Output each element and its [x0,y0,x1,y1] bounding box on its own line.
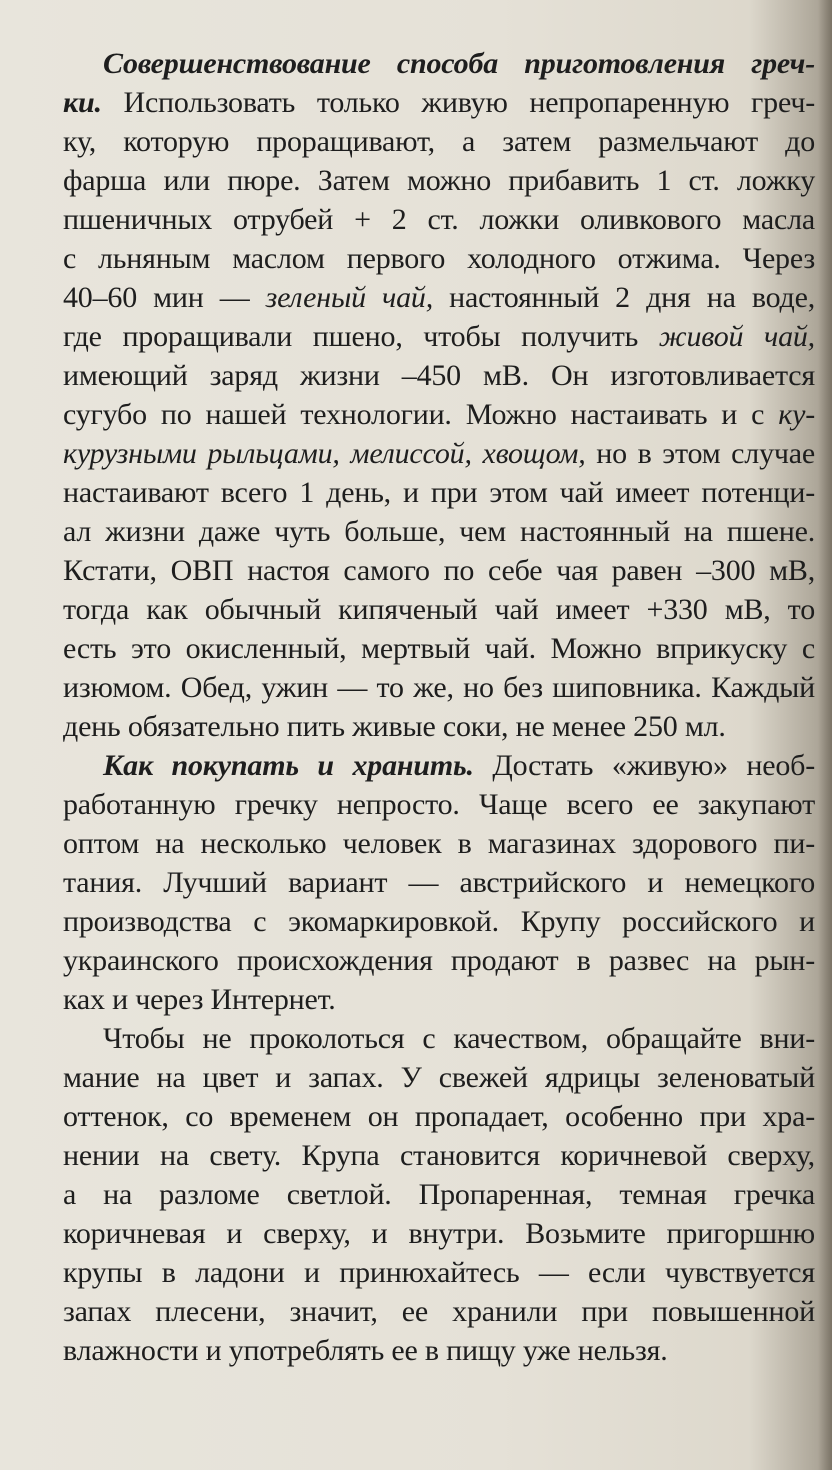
italic-run: ку- [778,398,815,431]
text-line [63,161,815,200]
text-run: есть это окисленный, мертвый чай. Можно вприкуску с [63,632,815,665]
text-run: имеющий заряд жизни –450 мВ. Он изготовливается [63,359,815,392]
text-line [63,1175,815,1214]
paragraph-1 [63,44,815,746]
text-line [63,1097,815,1136]
text-run: а на разломе светлой. Пропаренная, темная гречка [63,1178,815,1211]
text-line [63,746,815,785]
bold-heading-run: Совершенствование способа приготовления греч- [103,47,815,80]
text-line [63,980,815,1019]
text-run: нении на свету. Крупа становится коричневой сверху, [63,1139,815,1172]
italic-run: курузными рыльцами, мелиссой, хвощом, [63,437,586,470]
text-run: запах плесени, значит, ее хранили при повышенной [63,1295,815,1328]
page-edge-shadow [818,0,832,1470]
text-run: коричневая и сверху, и внутри. Возьмите пригоршню [63,1217,815,1250]
text-line [63,863,815,902]
text-line [63,1019,815,1058]
text-run: пшеничных отрубей + 2 ст. ложки оливкового масла [63,203,815,236]
page-text [63,44,815,1370]
text-line [63,551,815,590]
text-run: где проращивали пшено, чтобы получить [63,320,659,353]
text-run: Чтобы не проколоться с качеством, обращайте вни- [103,1022,815,1055]
text-run: сугубо по нашей технологии. Можно настаивать и с [63,398,779,431]
text-run: изюмом. Обед, ужин — то же, но без шиповника. Каждый [63,671,815,704]
text-run: оптом на несколько человек в магазинах здорового пи- [63,827,815,860]
italic-run: живой чай, [658,320,815,353]
text-run: день обязательно пить живые соки, не менее 250 мл. [63,710,726,743]
text-line [63,44,815,83]
text-run: влажности и употреблять ее в пищу уже нельзя. [63,1334,668,1367]
text-run: ку, которую проращивают, а затем размельчают до [63,125,815,158]
text-line [63,1214,815,1253]
text-line [63,512,815,551]
text-line [63,200,815,239]
text-line [63,473,815,512]
text-line [63,1253,815,1292]
text-run: но в этом случае [585,437,815,470]
text-line [63,824,815,863]
text-run: Кстати, ОВП настоя самого по себе чая равен –300 мВ, [63,554,815,587]
text-line [63,1292,815,1331]
text-run: производства с экомаркировкой. Крупу российского и [63,905,815,938]
text-run: тогда как обычный кипяченый чай имеет +330 мВ, то [63,593,815,626]
text-run: настоянный 2 дня на воде, [433,281,815,314]
text-run: тания. Лучший вариант — австрийского и немецкого [63,866,815,899]
italic-run: зеленый чай, [265,281,433,314]
text-run: фарша или пюре. Затем можно прибавить 1 ст. ложку [63,164,815,197]
paragraph-3 [63,1019,815,1370]
text-line [63,395,815,434]
text-run: оттенок, со временем он пропадает, особенно при хра- [63,1100,815,1133]
text-line [63,668,815,707]
text-run: с льняным маслом первого холодного отжима. Через [63,242,815,275]
text-run: мание на цвет и запах. У свежей ядрицы зеленоватый [63,1061,815,1094]
text-line [63,1331,815,1370]
text-line [63,785,815,824]
text-run: Использовать только живую непропаренную греч- [101,86,815,119]
text-line [63,122,815,161]
text-run: настаивают всего 1 день, и при этом чай имеет потенци- [63,476,815,509]
text-line [63,941,815,980]
text-line [63,356,815,395]
text-line [63,278,815,317]
text-run: украинского происхождения продают в развес на рын- [63,944,815,977]
text-run: Достать «живую» необ- [473,749,815,782]
text-run: ках и через Интернет. [63,983,336,1016]
text-line [63,629,815,668]
paragraph-2 [63,746,815,1019]
text-line [63,239,815,278]
text-line [63,1136,815,1175]
text-run: ал жизни даже чуть больше, чем настоянный на пшене. [63,515,815,548]
text-line [63,83,815,122]
bold-heading-run: ки. [63,86,102,119]
text-line [63,1058,815,1097]
text-run: крупы в ладони и принюхайтесь — если чувствуется [63,1256,815,1289]
text-line [63,434,815,473]
text-line [63,902,815,941]
text-line [63,707,815,746]
text-run: работанную гречку непросто. Чаще всего ее закупают [63,788,815,821]
text-line [63,317,815,356]
text-run: 40–60 мин — [63,281,266,314]
text-line [63,590,815,629]
bold-heading-run: Как покупать и хранить. [103,749,474,782]
